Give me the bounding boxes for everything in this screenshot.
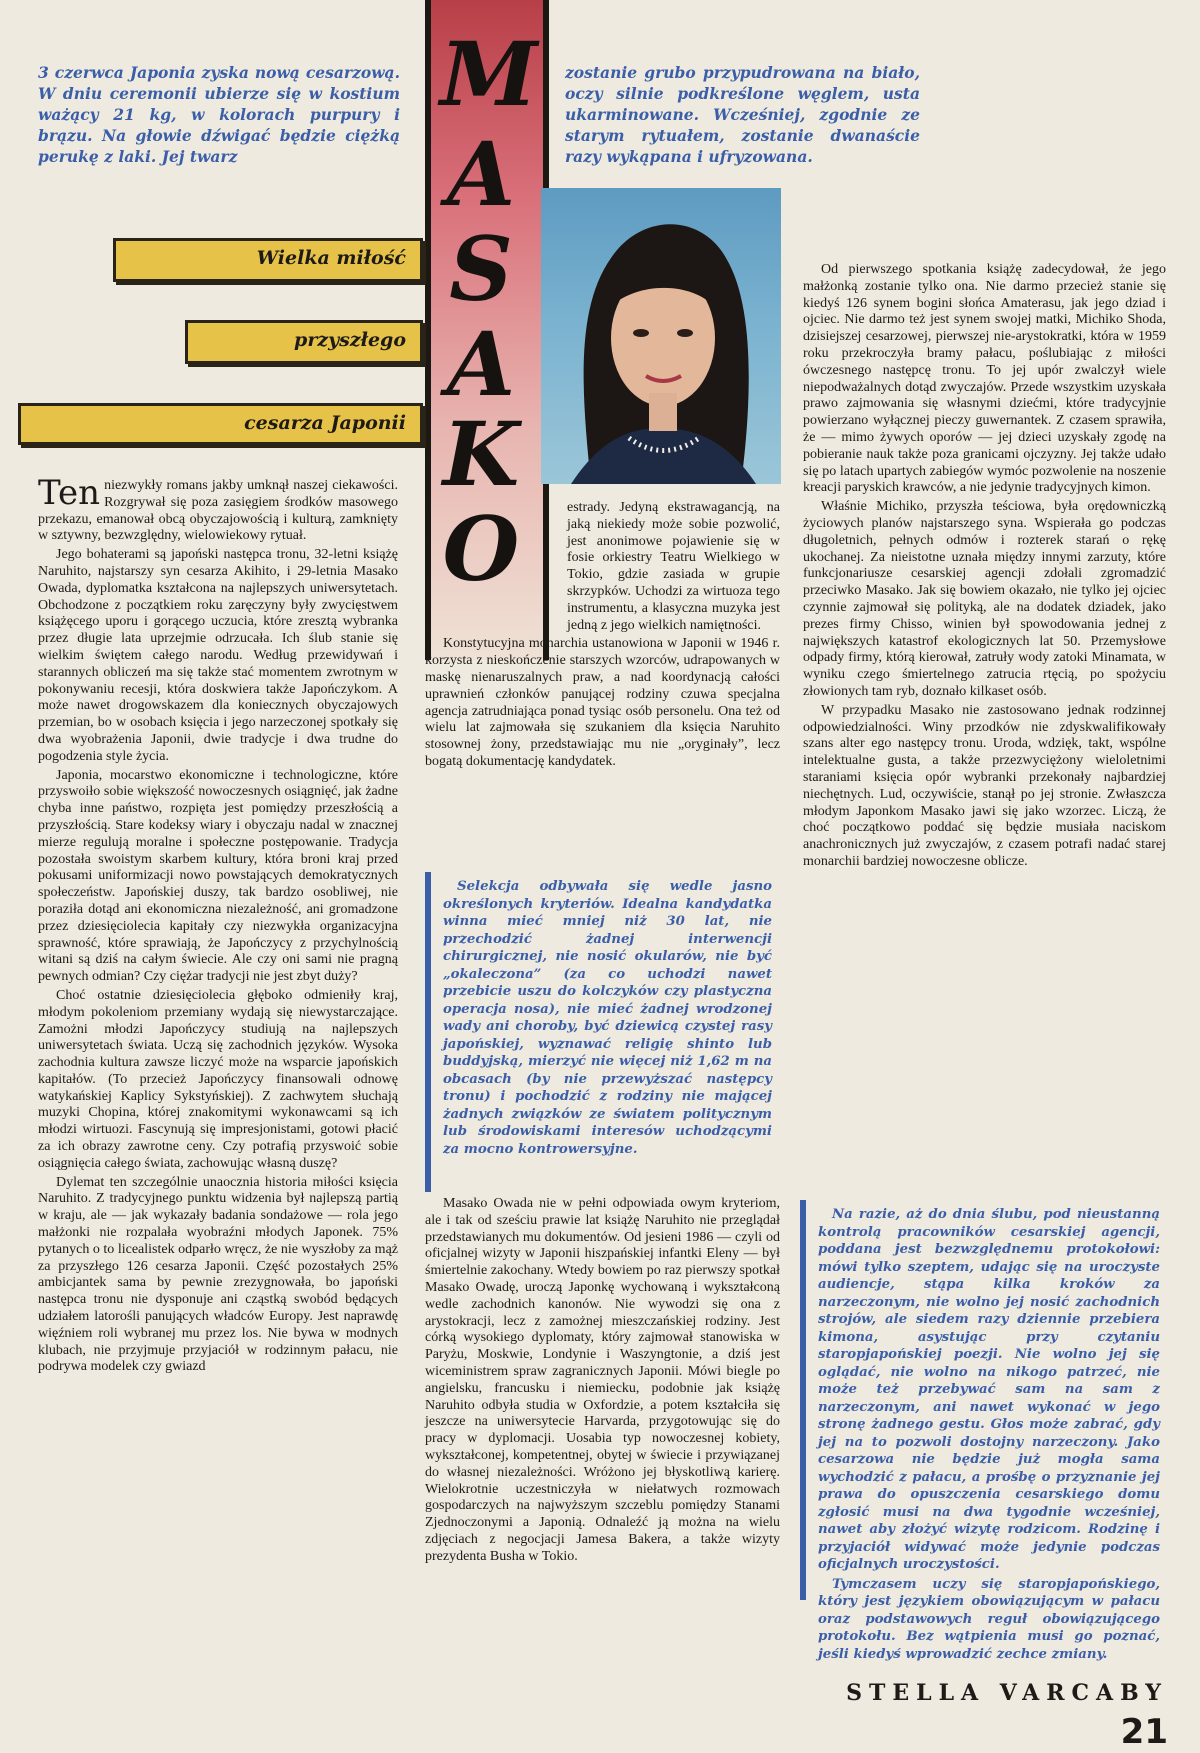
column2-paragraph-3: Masako Owada nie w pełni odpowiada owym kryteriom, ale i tak od sześciu prawie lat książę Naruhito nie przeglądał przedstawianych mu dokumentów. Od jesieni 1986 — czyli od oficjalnej wizyty w Japonii hiszpańskiej infantki Eleny — był śmiertelnie zakochany. Wtedy bowiem po raz pierwszy spotkał Masako Owadę, uroczą Japonkę wychowaną i wykształconą wedle zachodnich kanonów. Nie wywodzi się ona z arystokracji, lecz z zamożnej mieszczańskiej rodziny. Jest córką wysokiego dyplomaty, który zajmował stanowiska w Paryżu, Moskwie, Londynie i Waszyngtonie, a dziś jest wiceministrem spraw zagranicznych Japonii. Mówi biegle po angielsku, francusku i niemiecku, podobnie jak książę Naruhito odbyła studia w Oxfordzie, a potem kształciła się jeszcze na uniwersytecie Harvarda, przygotowując się do pracy w dyplomacji. Uosabia typ nowoczesnej kobiety, wykształconej, kompetentnej, obytej w świecie i przywiązanej do własnej niezależności. Wróżono jej błyskotliwą karierę. Wielokrotnie uczestniczyła w niełatwych rozmowach gospodarczych na najwyższym szczeblu pomiędzy Stanami Zjednoczonymi a Japonią. Odnaleźć ją można na wielu zdjęciach z negocjacji Jamesa Bakera, a także wizyty prezydenta Busha w Tokio. <box>425 1196 780 1564</box>
column1-paragraph-4: Choć ostatnie dziesięciolecia głęboko odmieniły kraj, młodym pokoleniom przemiany wydają się niewystarczające. Zamożni młodzi Japończycy studiują na najlepszych uniwersytetach świata. Uczą się zachodnich języków. Wysoka zachodnia kultura zawsze liczyć może na wsparcie japońskich kapitałów. (To przecież Japończycy finansowali odnowę watykańskiej Kaplicy Sykstyńskiej). Z zachwytem słuchają muzyki Chopina, której znakomitymi wykonawcami są ich młodzi wirtuozi. Fascynują się impresjonistami, gotowi płacić za ich obrazy zawrotne ceny. Czy potrafią przyswoić sobie osiągnięcia całego świata, zachowując własną duszę? <box>38 987 398 1171</box>
drop-cap: Ten <box>38 473 101 513</box>
title-letter-k: K <box>442 402 520 506</box>
column2-paragraph-2: Konstytucyjna monarchia ustanowiona w Japonii w 1946 r. korzysta z nieskończenie starszych wzorców, udrapowanych w maskę nienaruszalnych praw, a nad koordynacją całości uprawnień członków panującej rodziny czuwa specjalna agencja zatrudniająca ponad tysiąc osób personelu. Ona też od wielu lat zajmowała się szukaniem dla księcia Naruhito stosownej żony, przedstawiając mu nie „oryginały”, lecz bogatą dokumentację kandydatek. <box>425 636 780 769</box>
column3-paragraph-2: Właśnie Michiko, przyszła teściowa, była orędowniczką życiowych planów najstarszego syna. Wspierała go podczas długoletnich, pełnych odmów i rozterek starań o rękę ukochanej. Za nieistotne uznała między innymi zarzuty, które funkcjonariusze cesarskiej agencji zdołali zgromadzić przeciwko Masako. Jak się bowiem okazało, nie tylko jej ojciec czynnie zajmował się polityką, ale na dodatek dziadek, jako prezes firmy Chisso, winien był spowodowania jednej z największych katastrof ekologicznych lat 50. Przemysłowe odpady firmy, którą kierował, zatruły wody zatoki Minamata, w wyniku czego śmiertelnego zatrucia rtęcią, po spożyciu złowionych tam ryb, doznało kilkaset osób. <box>803 499 1166 699</box>
banner-text-1: Wielka miłość <box>256 247 406 269</box>
column1-paragraph-2: Jego bohaterami są japoński następca tronu, 32-letni książę Naruhito, najstarszy syn cesarza Akihito, i 29-letnia Masako Owada, dyplomatka kształcona na najlepszych uniwersytetach. Obchodzone z początkiem roku zaręczyny były zwycięstwem książęcego uporu i gorącego uczucia, które zresztą wybranka przez długie lata uprzejmie odrzucała. Ich ślub stanie się wielkim świętem całego narodu. Według przewidywań i starannych obliczeń ma się także stać momentem zwrotnym w pokonywaniu recesji, która doskwiera także Japończykom. A może nawet drogowskazem dla koniecznych obyczajowych przemian, bo w osobach księcia i jego narzeczonej spotkały się dwa wyobrażenia Japonii, dwie tradycje i dwa trudne do pogodzenia style życia. <box>38 547 398 764</box>
portrait-photo <box>541 188 781 484</box>
sidebar-box-protocol-text-1: Na razie, aż do dnia ślubu, pod nieustanną kontrolą pracowników cesarskiej agencji, poddana jest bezwzględnemu protokołowi: mówi tylko szeptem, udając się na uroczyste audiencje, stąpa kilka kroków za narzeczonym, nie wolno jej nosić zachodnich strojów, ale siedem razy dziennie przebiera kimona, asystując przy czytaniu staropjapońskiej poezji. Nie wolno jej się oglądać, nie wolno na nikogo patrzeć, nie może też przebywać sam na sam z narzeczonym, ani nawet wykonać w jego stronę żadnego gestu. Głos może zabrać, gdy jej na to pozwoli dostojny narzeczony. Jako cesarzowa nie będzie już mogła sama wychodzić z pałacu, a prośbę o przyznanie jej prawa do opuszczenia cesarskiego domu zgłosić musi na dwa tygodnie wcześniej, nawet aby złożyć wizytę rodzicom. Rodzinę i przyjaciół widywać może jedynie podczas oficjalnych uroczystości. <box>818 1207 1160 1572</box>
sidebar-box-criteria <box>425 872 780 1192</box>
sidebar-box-protocol-text-2: Tymczasem uczy się staropjapońskiego, który jest językiem obowiązującym w pałacu oraz podstawowych reguł obowiązującego protokołu. Bez wątpienia musi go poznać, jeśli kiedyś wprowadzić zechce zmiany. <box>818 1576 1160 1662</box>
page-number: 21 <box>1120 1712 1168 1752</box>
article-column-1 <box>38 473 398 1378</box>
intro-text-right: zostanie grubo przypudrowana na biało, oczy silnie podkreślone węglem, usta ukarminowane. Wcześniej, zgodnie ze starym rytuałem, zostanie dwanaście razy wykąpana i ufryzowana. <box>565 63 920 166</box>
article-column-2 <box>425 497 780 773</box>
title-letter-o: O <box>442 497 520 601</box>
title-letter-m: M <box>440 22 538 126</box>
banner-text-3: cesarza Japonii <box>244 412 406 434</box>
intro-text-left: 3 czerwca Japonia zyska nową cesarzową. W dniu ceremonii ubierze się w kostium ważący 21 kg, w kolorach purpury i brązu. Na głowie dźwigać będzie ciężką perukę z laki. Jej twarz <box>38 63 400 166</box>
title-letter-a2: A <box>446 312 516 416</box>
article-column-2-continued <box>425 1196 780 1568</box>
banner-line-1 <box>113 238 423 282</box>
portrait-illustration <box>541 188 781 484</box>
article-column-3 <box>803 262 1166 873</box>
column3-paragraph-3: W przypadku Masako nie zastosowano jednak rodzinnej odpowiedzialności. Winy przodków nie zdyskwalifikowały szans alter ego następcy tronu. Uroda, wdzięk, takt, wspólne intelektualne gusta, a także przezwyciężony wieloletnimi staraniami księcia opór wybranki przekonały najbardziej niechętnych. Lud, oczywiście, stanął po jej stronie. Zwłaszcza młodym Japonkom Masako jawi się jako wzorzec. Liczą, że choć początkowo poddać się będzie musiała naciskom anachronicznych już zwyczajów, z czasem potrafi nadać starej monarchii bardziej nowoczesne oblicze. <box>803 702 1166 869</box>
column3-paragraph-1: Od pierwszego spotkania książę zadecydował, że jego małżonką zostanie tylko ona. Nie darmo przecież stanie się kiedyś 126 synem bogini słońca Amaterasu, jak jego dziad i ojciec. Nie darmo też jest synem swojej matki, Michiko Shoda, dzisiejszej cesarzowej, pierwszej nie-arystokratki, która w 1959 roku przekroczyła bramy pałacu, poślubiając z miłości ówczesnego następcę tronu. To jej upór zwalczył wiele niepodważalnych dotąd zwyczajów. Przede wszystkim uzyskała prawo zajmowania się własnymi dziećmi, które tradycyjnie powierzano wyłącznej pieczy guwernantek. Z czasem sprawiła, że — mimo żywych oporów — jej dzieci uzyskały zgodę na pobieranie nauk także poza granicami ojczyzny. Jej także udało się po latach upartych zabiegów wymóc pozwolenie na noszenie kreacji paryskich krawców, a nie jedynie tradycyjnych kimon. <box>803 262 1166 496</box>
title-letter-a1: A <box>446 122 516 226</box>
banner-text-2: przyszłego <box>294 329 406 351</box>
banner-line-3 <box>18 403 423 445</box>
banner-line-2 <box>185 320 423 364</box>
title-letter-s: S <box>449 217 513 321</box>
column1-paragraph-1 <box>38 473 398 545</box>
column1-paragraph-5: Dylemat ten szczególnie unaocznia historia miłości księcia Naruhito. Z tradycyjnego punktu widzenia był najlepszą partią w kraju, ale — jak wykazały badania sondażowe — rola jego małżonki nie rozpalała wyobraźni młodych Japonek. 75% pytanych o to licealistek odparło wręcz, że nie wyszłoby za mąż za przyszłego 126 cesarza Japonii. Część pozostałych 25% ambicjantek sama by pewnie zrezygnowała, bo japoński następca tronu nie dysponuje ani cząstką swobód będących udziałem latorośli panujących władców Europy. Jest naprawdę więźniem roli wybranej mu przez los. Nie bywa w modnych klubach, nie przyjmuje przyjaciół w rodzinnym pałacu, nie podrywa modelek czy gwiazd <box>38 1174 398 1375</box>
column2-paragraph-1: estrady. Jedyną ekstrawagancją, na jaką niekiedy może sobie pozwolić, jest anonimowe pojawienie się w fosie orkiestry Teatru Wielkiego w Tokio, gdzie zasiada w grupie skrzypków. Uchodzi za wirtuoza tego instrumentu, a klasyczna muzyka jest jedną z jego wielkich namiętności. <box>567 500 780 633</box>
sidebar-box-criteria-text: Selekcja odbywała się wedle jasno określonych kryteriów. Idealna kandydatka winna mieć mniej niż 30 lat, nie przechodzić żadnej interwencji chirurgicznej, nie nosić okularów, nie być „okaleczona” (za co uchodzi nawet przebicie uszu do kolczyków czy plastyczna operacja nosa), nie mieć żadnej wrodzonej wady ani choroby, być dziewicą czystej rasy japońskiej, wyznawać religię shinto lub buddyjską, mierzyć nie więcej niż 1,62 m na obcasach (by nie przewyższać następcy tronu) i pochodzić z rodziny nie mającej żadnych związków ze światem politycznym lub środowiskami interesów uchodzącymi za mocno kontrowersyjne. <box>443 879 772 1157</box>
column1-paragraph-3: Japonia, mocarstwo ekonomiczne i technologiczne, które przyswoiło sobie większość nowoczesnych osiągnięć, jak żadne chyba inne państwo, rozpięta jest pomiędzy przeszłością a przyszłością. Stare kodeksy wiary i obyczaju nadal w znacznej mierze regulują moralne i społeczne postępowanie. Tradycja pozostała swoistym skarbem kultury, która broni kraj przed pokusami uniformizacji nowo powstających demokratycznych społeczeństw. Japońskiej duszy, tak bardzo osobliwej, nie poraziła dotąd ani ekonomiczna niezależność, ani gromadzone przez dziesięciolecia kapitały czy niezwykła organizacyjna sprawność, które sprawiają, że Japończycy z przychylnością witani są dziś na całym świecie. Ale czy oni sami nie pragną pewnych odmian? Czy ciężar tradycji nie jest zbyt duży? <box>38 767 398 985</box>
column1-paragraph-1-text: niezwykły romans jakby umknął naszej ciekawości. Rozgrywał się poza zasięgiem środków masowego przekazu, emanował obcą obyczajowością i kulturą, zamknięty w sztywny, bezwzględny, wielowiekowy rytuał. <box>38 478 398 544</box>
author-byline: STELLA VARCABY <box>846 1680 1168 1706</box>
sidebar-box-protocol <box>800 1200 1168 1662</box>
